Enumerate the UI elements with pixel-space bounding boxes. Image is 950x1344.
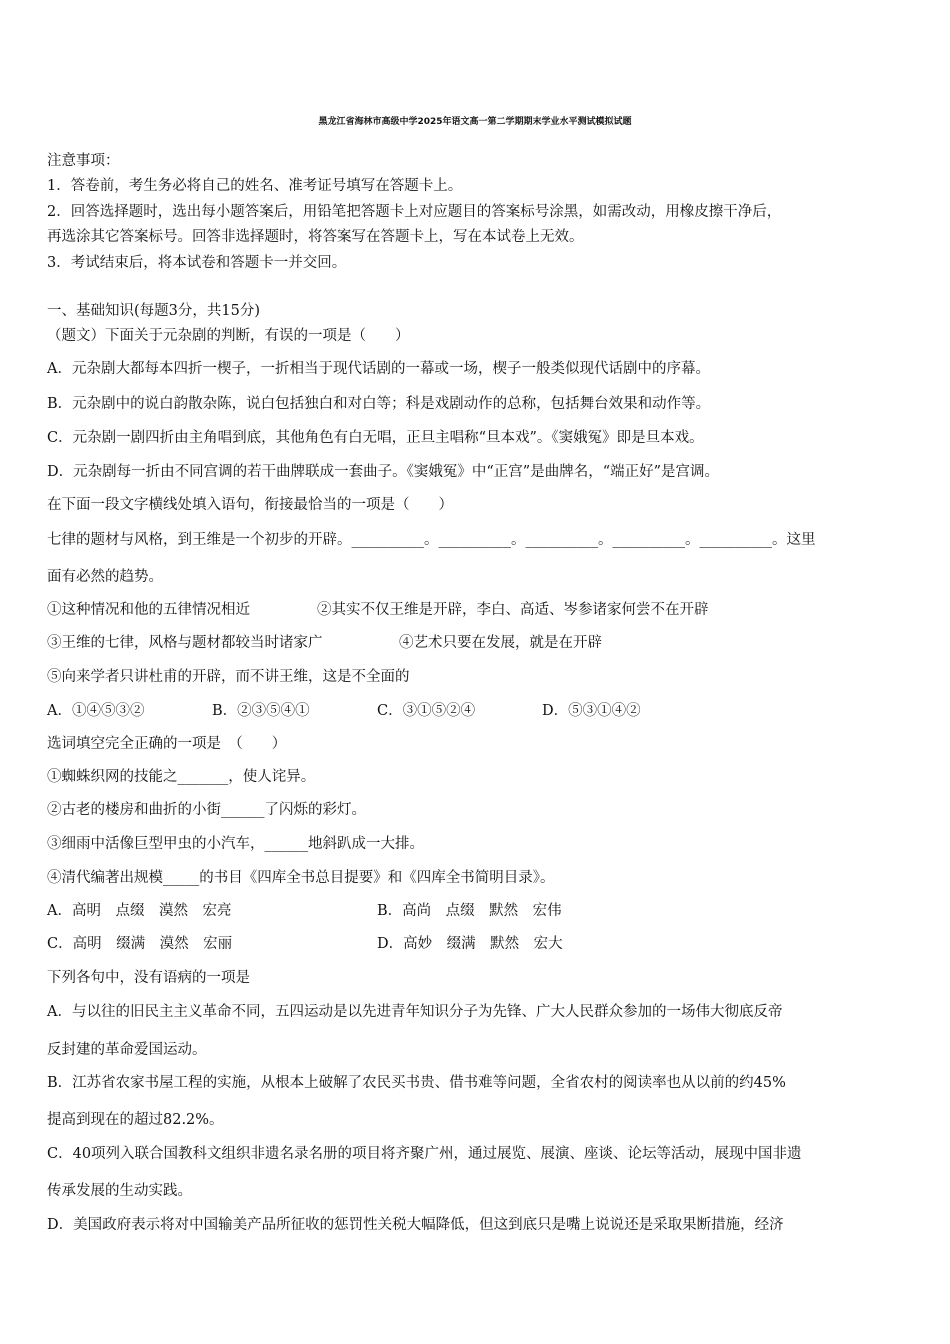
section-heading: 一、基础知识(每题3分，共15分) <box>47 303 260 319</box>
notice-item-2-cont: 再选涂其它答案标号。回答非选择题时，将答案写在答题卡上，写在本试卷上无效。 <box>47 229 584 245</box>
q4-option-c-cont: 传承发展的生动实践。 <box>47 1183 192 1199</box>
q4-option-c: C．40项列入联合国教科文组织非遗名录名册的项目将齐聚广州，通过展览、展演、座谈、论坛等活动，展现中国非遗 <box>47 1146 802 1162</box>
q3-stem: 选词填空完全正确的一项是 （ ） <box>47 736 287 752</box>
q2-stem: 在下面一段文字横线处填入语句，衔接最恰当的一项是（ ） <box>47 497 453 513</box>
q3-option-c: C．高明 缀满 漠然 宏丽 <box>47 936 233 952</box>
q1-option-b: B．元杂剧中的说白韵散杂陈，说白包括独白和对白等；科是戏剧动作的总称，包括舞台效果和动作等。 <box>47 396 711 412</box>
q3-sentence-4: ④清代编著出规模_____的书目《四库全书总目提要》和《四库全书简明目录》。 <box>47 870 555 886</box>
notice-item-1: 1．答卷前，考生务必将自己的姓名、准考证号填写在答题卡上。 <box>47 178 463 194</box>
q4-option-a-cont: 反封建的革命爱国运动。 <box>47 1042 207 1058</box>
q2-sentence-3: ③王维的七律，风格与题材都较当时诸家广 <box>47 635 323 651</box>
q2-option-a: A．①④⑤③② <box>47 703 145 719</box>
q3-sentence-2: ②古老的楼房和曲折的小街______了闪烁的彩灯。 <box>47 802 366 818</box>
q2-option-b: B．②③⑤④① <box>212 703 310 719</box>
q4-option-d: D．美国政府表示将对中国输美产品所征收的惩罚性关税大幅降低，但这到底只是嘴上说说还是采取果断措施，经济 <box>47 1217 784 1233</box>
q4-stem: 下列各句中，没有语病的一项是 <box>47 970 250 986</box>
q3-option-b: B．高尚 点缀 默然 宏伟 <box>377 903 562 919</box>
q2-sentence-2: ②其实不仅王维是开辟，李白、高适、岑参诸家何尝不在开辟 <box>317 602 709 618</box>
notice-item-2: 2．回答选择题时，选出每小题答案后，用铅笔把答题卡上对应题目的答案标号涂黑，如需改动，用橡皮擦干净后， <box>47 204 782 220</box>
notice-header: 注意事项： <box>47 153 120 169</box>
q1-option-d: D．元杂剧每一折由不同宫调的若干曲牌联成一套曲子。《窦娥冤》中“正宫”是曲牌名，“端正好”是宫调。 <box>47 464 720 480</box>
q2-passage: 七律的题材与风格，到王维是一个初步的开辟。__________。__________。__________。__________。__________。这里 <box>47 532 816 548</box>
q2-sentence-5: ⑤向来学者只讲杜甫的开辟，而不讲王维，这是不全面的 <box>47 669 410 685</box>
q2-option-c: C．③①⑤②④ <box>377 703 476 719</box>
page-title: 黑龙江省海林市高级中学2025年语文高一第二学期期末学业水平测试模拟试题 <box>318 117 632 127</box>
q3-option-a: A．高明 点缀 漠然 宏亮 <box>47 903 232 919</box>
q2-option-d: D．⑤③①④② <box>542 703 641 719</box>
q4-option-b: B．江苏省农家书屋工程的实施，从根本上破解了农民买书贵、借书难等问题，全省农村的阅读率也从以前的约45% <box>47 1075 786 1091</box>
q1-option-a: A．元杂剧大都每本四折一楔子，一折相当于现代话剧的一幕或一场，楔子一般类似现代话剧中的序幕。 <box>47 361 710 377</box>
q1-option-c: C．元杂剧一剧四折由主角唱到底，其他角色有白无唱，正旦主唱称“旦本戏”。《窦娥冤》即是旦本戏。 <box>47 430 704 446</box>
q4-option-a: A．与以往的旧民主主义革命不同，五四运动是以先进青年知识分子为先锋、广大人民群众参加的一场伟大彻底反帝 <box>47 1004 783 1020</box>
q2-passage-cont: 面有必然的趋势。 <box>47 569 163 585</box>
q2-sentence-1: ①这种情况和他的五律情况相近 <box>47 602 250 618</box>
q4-option-b-cont: 提高到现在的超过82.2%。 <box>47 1112 224 1128</box>
q3-sentence-3: ③细雨中活像巨型甲虫的小汽车，______地斜趴成一大排。 <box>47 836 424 852</box>
q1-stem: （题文）下面关于元杂剧的判断，有误的一项是（ ） <box>47 328 410 344</box>
q3-option-d: D．高妙 缀满 默然 宏大 <box>377 936 563 952</box>
q2-sentence-4: ④艺术只要在发展，就是在开辟 <box>399 635 602 651</box>
notice-item-3: 3．考试结束后，将本试卷和答题卡一并交回。 <box>47 255 347 271</box>
q3-sentence-1: ①蜘蛛织网的技能之_______，使人诧异。 <box>47 769 316 785</box>
